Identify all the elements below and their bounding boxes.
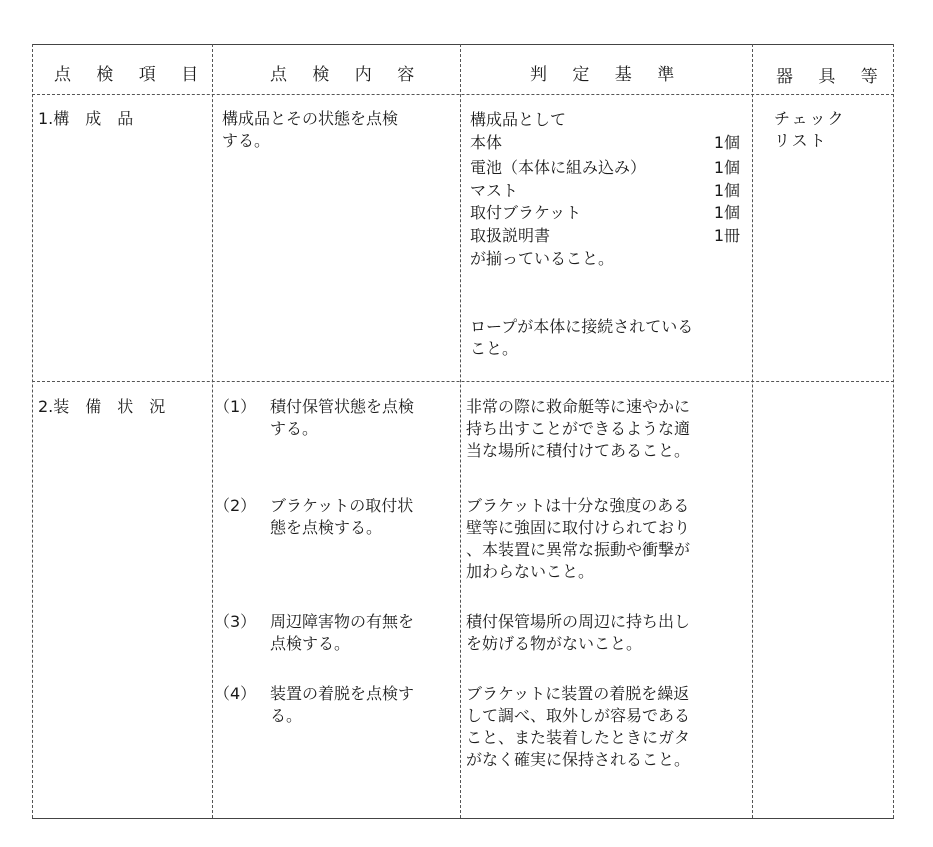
- column-divider-3: [752, 44, 753, 818]
- column-divider-1: [212, 44, 213, 818]
- section1-content-line: 構成品とその状態を点検: [222, 109, 399, 128]
- component-qty: 1個: [713, 203, 740, 222]
- row-content-line: ブラケットの取付状: [270, 496, 414, 515]
- component-qty: 1個: [713, 133, 740, 152]
- rope-criteria-line: ロープが本体に接続されている: [470, 317, 694, 336]
- section1-tools: [774, 108, 846, 152]
- row-criteria-line: 積付保管場所の周辺に持ち出し: [466, 612, 691, 631]
- table-left-border: [32, 44, 33, 818]
- section1-item: 1.構 成 品: [38, 109, 134, 128]
- header-inspection-content: 点 検 内 容: [270, 65, 425, 85]
- header-inspection-item: 点 検 項 目: [54, 65, 209, 85]
- table-bottom-border: [32, 818, 894, 819]
- section1-content-line: する。: [222, 131, 271, 150]
- component-name: 本体: [470, 133, 503, 152]
- row-content: [270, 396, 414, 440]
- row-criteria-line: 壁等に強固に取付けられており: [466, 518, 691, 537]
- row-number: （1）: [214, 397, 257, 416]
- row-criteria-line: 、本装置に異常な振動や衝撃が: [466, 540, 691, 559]
- row-criteria-line: 加わらないこと。: [466, 562, 595, 581]
- row-criteria-line: 非常の際に救命艇等に速やかに: [466, 397, 691, 416]
- section1-content: [222, 108, 398, 152]
- table-top-border: [32, 44, 894, 45]
- row-criteria: [466, 683, 690, 771]
- section1-criteria-rope: [470, 316, 693, 360]
- row-criteria-line: を妨げる物がないこと。: [466, 634, 643, 653]
- section1-criteria-intro: 構成品として: [470, 110, 567, 129]
- row-criteria: [466, 396, 690, 462]
- row-criteria: [466, 611, 690, 655]
- table-right-border: [893, 44, 894, 818]
- row-criteria-line: ブラケットに装置の着脱を繰返: [466, 684, 690, 703]
- column-divider-2: [460, 44, 461, 818]
- row-criteria-line: がなく確実に保持されること。: [466, 750, 691, 769]
- row-criteria-line: こと、また装着したときにガタ: [466, 728, 691, 747]
- section2-item: 2.装 備 状 況: [38, 397, 166, 416]
- row-content-line: 周辺障害物の有無を: [270, 612, 415, 631]
- row-content-line: 装置の着脱を点検す: [270, 684, 415, 703]
- section1-criteria-end: が揃っていること。: [470, 249, 615, 268]
- row-criteria-line: 持ち出すことができるような適: [466, 419, 691, 438]
- row-number: （3）: [214, 612, 257, 631]
- header-separator: [32, 94, 894, 95]
- row-content: [270, 683, 414, 727]
- row-content-line: 積付保管状態を点検: [270, 397, 415, 416]
- row-criteria-line: 当な場所に積付けてあること。: [466, 441, 691, 460]
- component-name: 電池（本体に組み込み）: [470, 158, 647, 177]
- component-name: 取付ブラケット: [470, 203, 582, 222]
- row-content: [270, 611, 414, 655]
- component-qty: 1冊: [713, 226, 740, 245]
- component-qty: 1個: [713, 158, 740, 177]
- component-qty: 1個: [713, 181, 740, 200]
- header-judgment-criteria: 判 定 基 準: [530, 65, 685, 85]
- header-tools: 器 具 等: [776, 67, 888, 87]
- section-separator: [32, 381, 894, 382]
- row-content-line: する。: [270, 419, 319, 438]
- row-criteria: [466, 495, 690, 583]
- row-content-line: る。: [270, 706, 303, 725]
- row-content: [270, 495, 413, 539]
- tools-line: リスト: [774, 131, 828, 150]
- row-number: （4）: [214, 684, 257, 703]
- component-name: 取扱説明書: [470, 226, 551, 245]
- tools-line: チェック: [774, 109, 846, 128]
- row-criteria-line: ブラケットは十分な強度のある: [466, 496, 690, 515]
- row-criteria-line: して調べ、取外しが容易である: [466, 706, 691, 725]
- component-name: マスト: [470, 181, 519, 200]
- row-number: （2）: [214, 496, 257, 515]
- row-content-line: 態を点検する。: [270, 518, 383, 537]
- rope-criteria-line: こと。: [470, 339, 519, 358]
- row-content-line: 点検する。: [270, 634, 351, 653]
